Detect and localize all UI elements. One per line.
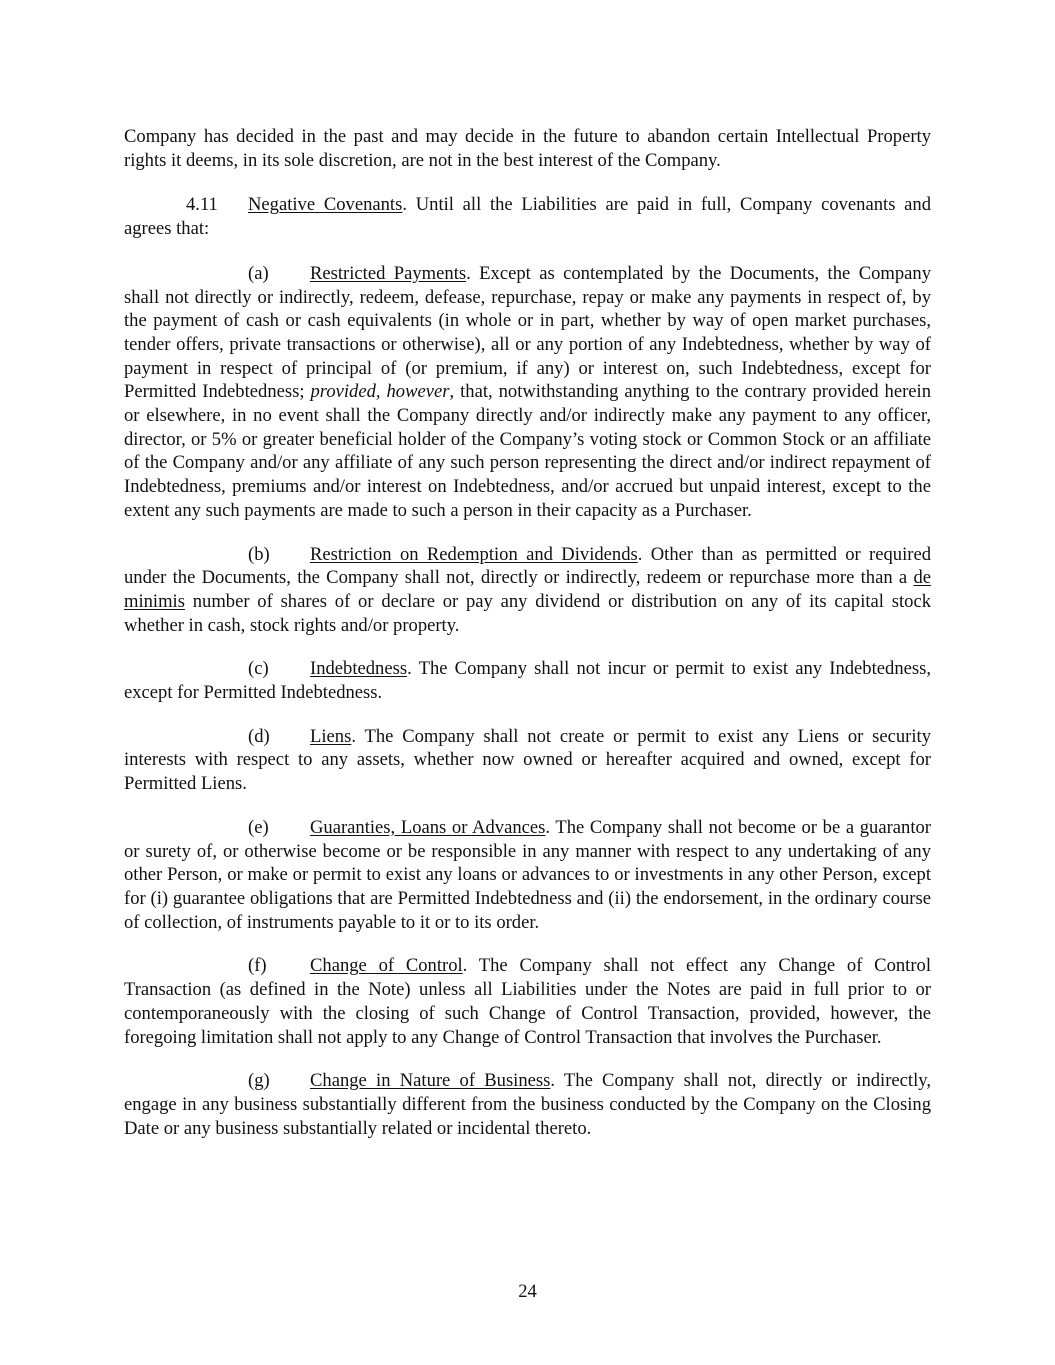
clause-label: (c) <box>248 658 269 680</box>
clause-e-paragraph <box>124 816 931 935</box>
clause-label: (a) <box>248 262 269 284</box>
section-heading: Negative Covenants <box>248 194 403 216</box>
page-number: 24 <box>518 1281 537 1302</box>
clause-label: (b) <box>248 543 270 565</box>
clause-text: . The Company shall not incur or permit to exist any Indebtedness, except for Permitted Indebtedness. <box>124 658 931 704</box>
clause-label: (g) <box>248 1070 270 1092</box>
clause-a-paragraph <box>124 262 931 523</box>
section-4-11-paragraph <box>124 193 931 240</box>
clause-text: . The Company shall not create or permit to exist any Liens or security interests with respect to any assets, whether now owned or hereafter acquired and owned, except for Permitted Liens. <box>124 725 931 795</box>
clause-label: (f) <box>248 955 267 977</box>
document-page <box>124 125 931 1140</box>
clause-text: . The Company shall not become or be a guarantor or surety of, or otherwise become or be responsible in any manner with respect to any undertaking of any other Person, or make or permit to exist any loans or advances to or investments in any other Person, except for (i) guarantee obligations that are Permitted Indebtedness and (ii) the endorsement, in the ordinary course of collection, of instruments payable to it or to its order. <box>124 816 931 933</box>
clause-d-paragraph <box>124 725 931 796</box>
intro-paragraph: Company has decided in the past and may decide in the future to abandon certain Intellectual Property rights it deems, in its sole discretion, are not in the best interest of the Company. <box>124 126 931 171</box>
clause-f-paragraph <box>124 954 931 1049</box>
clause-label: (e) <box>248 816 269 838</box>
clause-heading: Liens <box>310 725 352 747</box>
section-text: . Until all the Liabilities are paid in full, Company covenants and agrees that: <box>124 194 931 240</box>
clause-heading: Indebtedness <box>310 658 408 680</box>
clause-heading: Restricted Payments <box>310 262 467 284</box>
clause-text: . The Company shall not effect any Change of Control Transaction (as defined in the Note) unless all Liabilities under the Notes are paid in full prior to or contemporaneously with the closing of such Change of Control Transaction, provided, however, the foregoing limitation shall not apply to any Change of Control Transaction that involves the Purchaser. <box>124 955 931 1048</box>
clause-b-paragraph <box>124 543 931 638</box>
clause-heading: Change of Control <box>310 955 463 977</box>
clause-text: . Other than as permitted or required under the Documents, the Company shall not, directly or indirectly, redeem or repurchase more than a <box>124 543 932 589</box>
clause-heading: Guaranties, Loans or Advances <box>310 816 546 838</box>
clause-text: . The Company shall not, directly or indirectly, engage in any business substantially different from the business conducted by the Company on the Closing Date or any business substantially related or incidental thereto. <box>124 1070 931 1139</box>
section-number: 4.11 <box>186 194 218 216</box>
clause-text-continued: number of shares of or declare or pay any dividend or distribution on any of its capital stock whether in cash, stock rights and/or property. <box>124 590 931 636</box>
clause-text-continued: , that, notwithstanding anything to the contrary provided herein or elsewhere, in no event shall the Company directly and/or indirectly make any payment to any officer, director, or 5% or greater beneficial holder of the Company’s voting stock or Common Stock or an affiliate of the Company and/or any affiliate of any such person representing the direct and/or indirect repayment of Indebtedness, premiums and/or interest on Indebtedness, and/or accrued but unpaid interest, except to the extent any such payments are made to such a person in their capacity as a Purchaser. <box>124 381 931 521</box>
clause-c-paragraph <box>124 657 931 704</box>
clause-heading: Change in Nature of Business <box>310 1070 551 1092</box>
clause-italic-text: provided, however <box>310 381 450 403</box>
clause-text: . Except as contemplated by the Documents, the Company shall not directly or indirectly, redeem, defease, repurchase, repay or make any payments in respect of, by the payment of cash or cash equivalents (in whole or in part, whether by way of open market purchases, tender offers, private transactions or otherwise), all or any portion of any Indebtedness, whether by way of payment in respect of principal of (or premium, if any) or interest on, such Indebtedness, except for Permitted Indebtedness; <box>124 262 931 403</box>
clause-g-paragraph <box>124 1069 931 1140</box>
clause-label: (d) <box>248 725 270 747</box>
clause-heading: Restriction on Redemption and Dividends <box>310 543 638 565</box>
clause-underlined-term: de minimis <box>124 567 931 612</box>
